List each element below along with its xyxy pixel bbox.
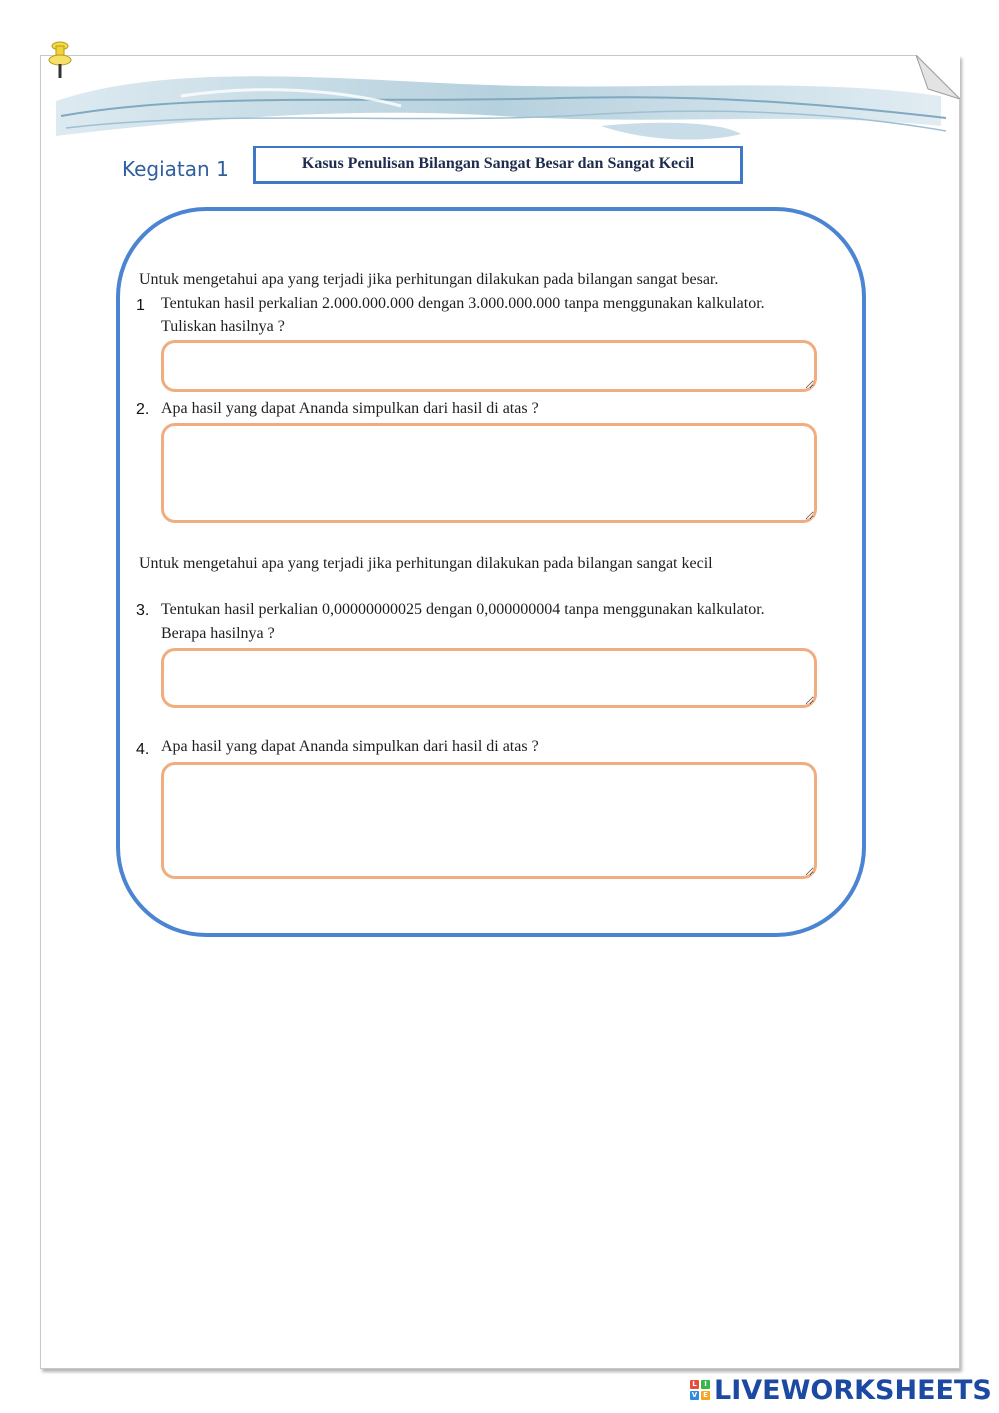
answer-3-input[interactable] [161,648,817,708]
question-3-number: 3. [136,602,150,619]
header-wave-decoration [41,56,959,151]
question-2-number: 2. [136,401,150,418]
push-pin-icon [46,40,74,82]
question-4-number: 4. [136,741,150,758]
question-1-number: 1 [136,297,145,314]
question-4-text: Apa hasil yang dapat Ananda simpulkan dari hasil di atas ? [161,738,539,755]
intro-large-numbers: Untuk mengetahui apa yang terjadi jika perhitungan dilakukan pada bilangan sangat besar. [139,271,719,288]
liveworksheets-logo [690,1375,992,1405]
question-1-text: Tentukan hasil perkalian 2.000.000.000 dengan 3.000.000.000 tanpa menggunakan kalkulator. [161,295,765,312]
activity-label: Kegiatan 1 [122,157,229,181]
activity-title-box [253,146,743,184]
question-3-text: Tentukan hasil perkalian 0,00000000025 dengan 0,000000004 tanpa menggunakan kalkulator. [161,601,765,618]
logo-mark-icon: L I V E [690,1380,710,1400]
question-1-subtext: Tuliskan hasilnya ? [161,318,285,335]
answer-1-input[interactable] [161,340,817,392]
activity-title: Kasus Penulisan Bilangan Sangat Besar dan Sangat Kecil [301,155,695,172]
question-2-text: Apa hasil yang dapat Ananda simpulkan dari hasil di atas ? [161,400,539,417]
intro-small-numbers: Untuk mengetahui apa yang terjadi jika perhitungan dilakukan pada bilangan sangat kecil [139,555,713,572]
question-3-subtext: Berapa hasilnya ? [161,625,275,642]
answer-4-input[interactable] [161,762,817,879]
page-fold-corner [916,55,960,99]
answer-2-input[interactable] [161,423,817,523]
logo-text: LIVEWORKSHEETS [714,1374,992,1406]
